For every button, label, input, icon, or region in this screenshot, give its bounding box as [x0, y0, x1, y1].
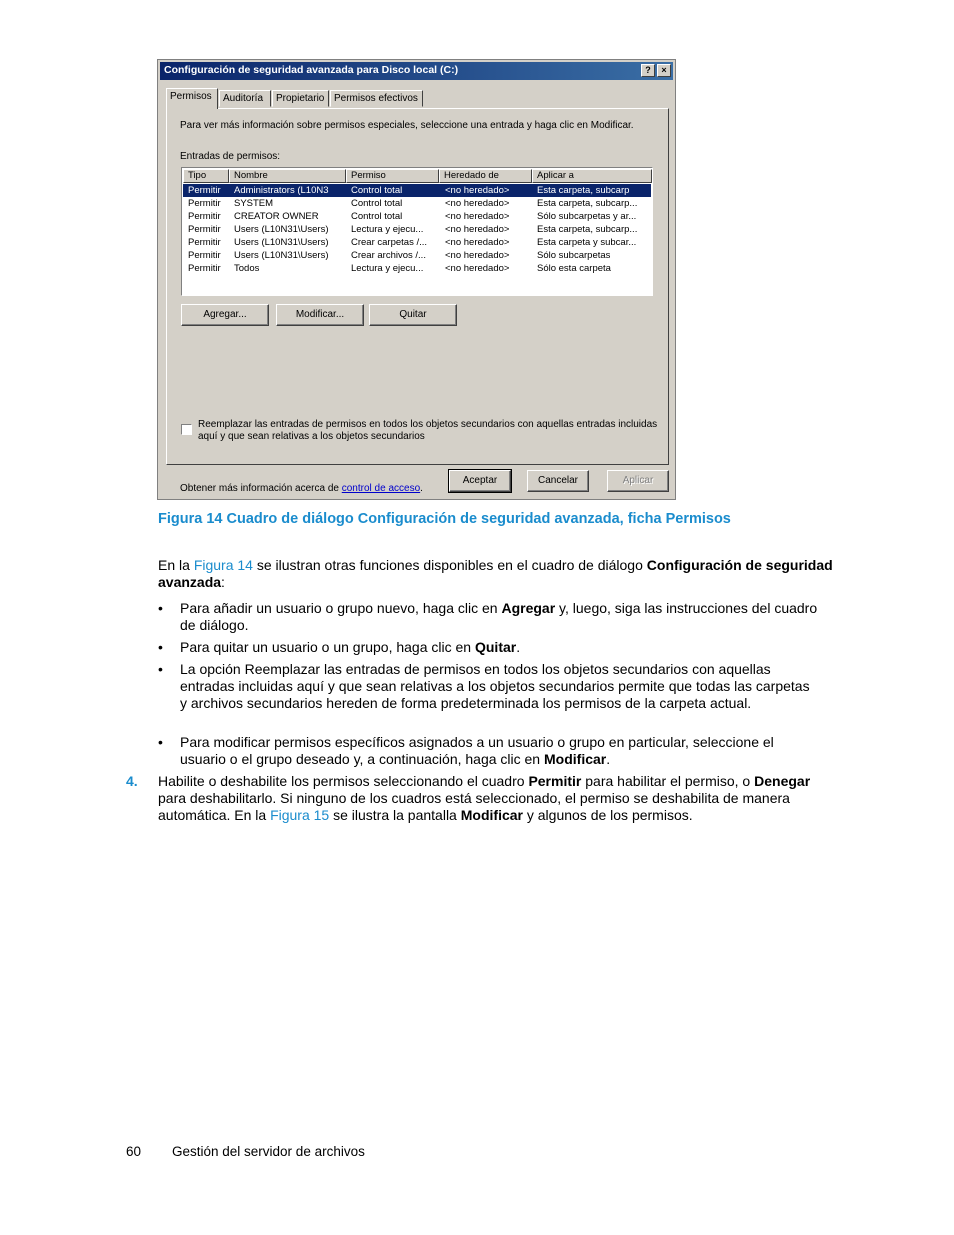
- dialog-titlebar: [160, 62, 673, 80]
- step-text: Habilite o deshabilite los permisos seleccionando el cuadro: [158, 773, 529, 789]
- bullet-remove-user: [180, 639, 820, 656]
- table-row[interactable]: [183, 184, 651, 197]
- cell-permiso: Control total: [351, 198, 403, 209]
- info-text: Para ver más información sobre permisos especiales, seleccione una entrada y haga clic en Modificar.: [180, 120, 634, 131]
- cell-nombre: Todos: [234, 263, 260, 274]
- cell-aplicar: Esta carpeta, subcarp...: [537, 198, 638, 209]
- access-control-link[interactable]: control de acceso: [341, 483, 421, 494]
- intro-text-3: :: [221, 574, 225, 590]
- table-row[interactable]: [183, 236, 651, 249]
- tab-permisos-efectivos[interactable]: Permisos efectivos: [330, 90, 423, 107]
- list-header: [183, 169, 651, 183]
- step-4-paragraph: [158, 773, 838, 824]
- step-bold: Denegar: [754, 773, 811, 789]
- cell-permiso: Lectura y ejecu...: [351, 263, 424, 274]
- footer-section-title: Gestión del servidor de archivos: [172, 1144, 365, 1159]
- cell-heredado: <no heredado>: [445, 211, 510, 222]
- tab-permisos[interactable]: Permisos: [166, 88, 218, 109]
- intro-bold: Configuración de seguridad avanzada: [158, 557, 833, 590]
- cell-nombre: CREATOR OWNER: [234, 211, 319, 222]
- cell-aplicar: Esta carpeta y subcar...: [537, 237, 637, 248]
- permission-entries-list[interactable]: [181, 167, 653, 296]
- table-row[interactable]: [183, 249, 651, 262]
- bullet-add-user: [180, 600, 820, 634]
- cell-aplicar: Esta carpeta, subcarp...: [537, 224, 638, 235]
- cell-tipo: Permitir: [188, 185, 221, 196]
- cell-aplicar: Sólo subcarpetas y ar...: [537, 211, 637, 222]
- column-header-permiso[interactable]: Permiso: [346, 169, 439, 183]
- step-bold: Modificar: [460, 807, 523, 823]
- cell-nombre: Users (L10N31\Users): [234, 237, 329, 248]
- cell-heredado: <no heredado>: [445, 198, 510, 209]
- column-header-aplicar[interactable]: Aplicar a: [532, 169, 652, 183]
- table-row[interactable]: [183, 262, 651, 275]
- bullet-bold: Agregar: [501, 600, 556, 616]
- bullet-text: .: [516, 639, 521, 655]
- cell-permiso: Crear archivos /...: [351, 250, 426, 261]
- step-text: se ilustra la pantalla: [329, 807, 461, 823]
- more-info-text: [180, 483, 423, 494]
- cell-heredado: <no heredado>: [445, 263, 510, 274]
- cell-nombre: Administrators (L10N3: [234, 185, 329, 196]
- step-number: 4.: [126, 773, 138, 789]
- cell-aplicar: Esta carpeta, subcarp: [537, 185, 630, 196]
- cell-heredado: <no heredado>: [445, 224, 510, 235]
- add-button[interactable]: Agregar...: [181, 304, 269, 326]
- column-header-heredado[interactable]: Heredado de: [439, 169, 532, 183]
- table-row[interactable]: [183, 197, 651, 210]
- replace-permissions-label-line1: Reemplazar las entradas de permisos en todos los objetos secundarios con aquellas entradas incluidas: [198, 419, 658, 430]
- replace-permissions-label-line2: aquí y que sean relativas a los objetos secundarios: [198, 431, 425, 442]
- bullet-bold: Modificar: [544, 751, 607, 767]
- cell-permiso: Lectura y ejecu...: [351, 224, 424, 235]
- help-icon[interactable]: ?: [641, 64, 655, 77]
- cell-tipo: Permitir: [188, 211, 221, 222]
- intro-text-2: se ilustran otras funciones disponibles en el cuadro de diálogo: [252, 557, 647, 573]
- more-info-prefix: Obtener más información acerca de: [180, 483, 342, 494]
- cell-aplicar: Sólo esta carpeta: [537, 263, 611, 274]
- cell-permiso: Control total: [351, 185, 403, 196]
- page-number: 60: [126, 1144, 142, 1159]
- cell-heredado: <no heredado>: [445, 185, 510, 196]
- cell-nombre: Users (L10N31\Users): [234, 224, 329, 235]
- cell-aplicar: Sólo subcarpetas: [537, 250, 611, 261]
- bullet-text: Para quitar un usuario o un grupo, haga clic en: [180, 639, 475, 655]
- more-info-suffix: .: [420, 483, 423, 494]
- advanced-security-dialog: [157, 59, 676, 500]
- dialog-title: Configuración de seguridad avanzada para Disco local (C:): [164, 64, 459, 76]
- bullet-bold: Quitar: [474, 639, 517, 655]
- bullet-text: y, luego, siga las instrucciones del cuadro de diálogo.: [180, 600, 818, 633]
- bullet-mark: •: [158, 639, 163, 655]
- table-row[interactable]: [183, 223, 651, 236]
- tab-auditoria[interactable]: Auditoría: [219, 90, 271, 107]
- bullet-mark: •: [158, 661, 163, 677]
- cell-nombre: SYSTEM: [234, 198, 274, 209]
- step-text: para habilitar el permiso, o: [581, 773, 755, 789]
- cell-permiso: Control total: [351, 211, 403, 222]
- bullet-modify-permissions: [180, 734, 820, 768]
- apply-button[interactable]: Aplicar: [607, 470, 669, 492]
- intro-paragraph: [158, 557, 838, 591]
- bullet-text: .: [606, 751, 611, 767]
- step-text: y algunos de los permisos.: [522, 807, 693, 823]
- cell-tipo: Permitir: [188, 250, 221, 261]
- bullet-text: Para modificar permisos específicos asignados a un usuario o grupo en particular, seleccione el usuario o el grupo deseado y, a continuación, haga clic en: [180, 734, 774, 767]
- cancel-button[interactable]: Cancelar: [527, 470, 589, 492]
- bullet-mark: •: [158, 734, 163, 750]
- ok-button[interactable]: Aceptar: [449, 470, 511, 492]
- figure-15-link[interactable]: Figura 15: [270, 807, 330, 823]
- step-text: para deshabilitarlo. Si ninguno de los cuadros está seleccionado, el permiso se deshabilita de manera automática. En la: [158, 790, 790, 823]
- replace-permissions-checkbox[interactable]: [181, 424, 192, 435]
- close-icon[interactable]: ×: [657, 64, 671, 77]
- cell-tipo: Permitir: [188, 198, 221, 209]
- cell-nombre: Users (L10N31\Users): [234, 250, 329, 261]
- remove-button[interactable]: Quitar: [369, 304, 457, 326]
- tab-propietario[interactable]: Propietario: [272, 90, 329, 107]
- modify-button[interactable]: Modificar...: [276, 304, 364, 326]
- figure-caption: Figura 14 Cuadro de diálogo Configuración de seguridad avanzada, ficha Permisos: [158, 511, 731, 527]
- cell-permiso: Crear carpetas /...: [351, 237, 428, 248]
- entries-label: Entradas de permisos:: [180, 151, 281, 162]
- bullet-replace-option: La opción Reemplazar las entradas de permisos en todos los objetos secundarios con aquellas entradas incluidas aquí y que sean relativas a los objetos secundarios permite que todas las carpetas y archivos secundarios hereden de forma predeterminada los permisos de la carpeta actual.: [180, 661, 810, 711]
- cell-heredado: <no heredado>: [445, 250, 510, 261]
- cell-heredado: <no heredado>: [445, 237, 510, 248]
- step-bold: Permitir: [528, 773, 582, 789]
- table-row[interactable]: [183, 210, 651, 223]
- figure-14-link[interactable]: Figura 14: [193, 557, 253, 573]
- cell-tipo: Permitir: [188, 224, 221, 235]
- bullet-mark: •: [158, 600, 163, 616]
- bullet-text: Para añadir un usuario o grupo nuevo, haga clic en: [180, 600, 502, 616]
- column-header-tipo[interactable]: Tipo: [183, 169, 229, 183]
- intro-text-1: En la: [158, 557, 194, 573]
- cell-tipo: Permitir: [188, 237, 221, 248]
- cell-tipo: Permitir: [188, 263, 221, 274]
- column-header-nombre[interactable]: Nombre: [229, 169, 346, 183]
